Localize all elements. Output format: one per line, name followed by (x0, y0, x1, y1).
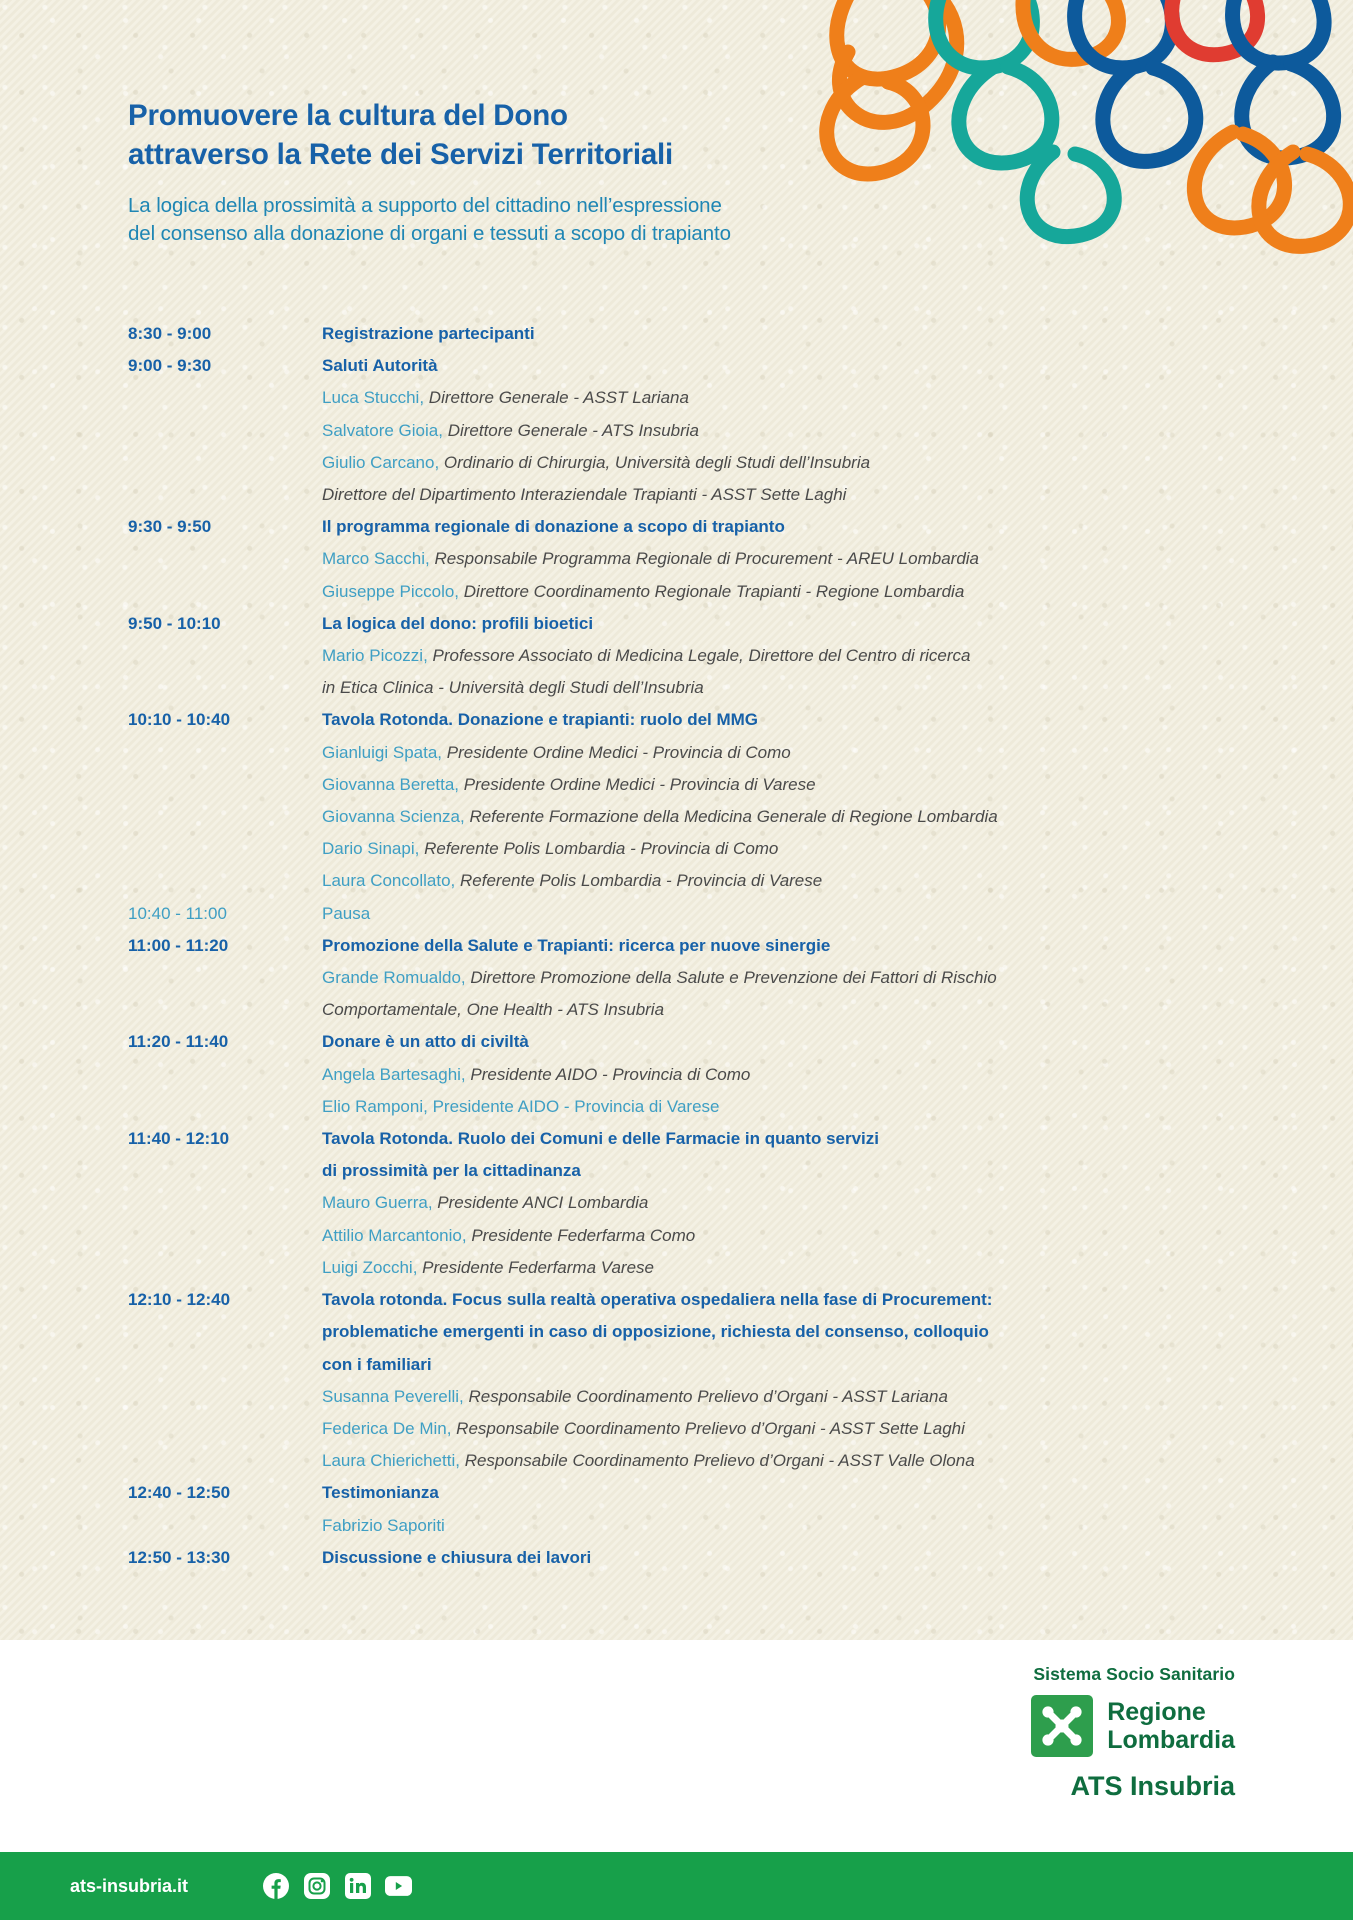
speaker-entry (322, 801, 1238, 833)
subtitle-line-1: La logica della prossimità a supporto del cittadino nell’espressione (128, 194, 722, 218)
agenda-heading-line-3: con i familiari (322, 1354, 432, 1374)
speaker-entry (322, 576, 1238, 608)
speaker-entry (322, 1091, 1238, 1123)
agenda-list (128, 318, 1238, 1574)
agenda-heading-line-2: problematiche emergenti in caso di opposizione, richiesta del consenso, colloquio (322, 1322, 989, 1342)
agenda-content (322, 898, 1238, 930)
agenda-heading: Registrazione partecipanti (322, 324, 535, 343)
agenda-heading: La logica del dono: profili bioetici (322, 613, 594, 633)
agenda-row (128, 1477, 1238, 1541)
speaker-role: Direttore Generale - ASST Lariana (428, 388, 689, 408)
speaker-name: Luca Stucchi, (322, 388, 425, 408)
speaker-role: Referente Polis Lombardia - Provincia di Como (424, 839, 779, 859)
youtube-icon[interactable] (385, 1873, 412, 1900)
speaker-role: Professore Associato di Medicina Legale, Direttore del Centro di ricerca (432, 646, 971, 666)
speaker-name: Marco Sacchi, (322, 549, 430, 569)
agenda-time: 12:10 - 12:40 (128, 1290, 231, 1310)
speaker-entry (322, 1510, 1238, 1542)
speaker-role: Referente Polis Lombardia - Provincia di Varese (460, 871, 823, 891)
agenda-heading: Tavola Rotonda. Donazione e trapianti: ruolo del MMG (322, 710, 759, 730)
title-line-2: attraverso la Rete dei Servizi Territoriali (128, 138, 674, 172)
agenda-heading: Donare è un atto di civiltà (322, 1032, 529, 1052)
speaker-name: Angela Bartesaghi, (322, 1064, 466, 1084)
speaker-name: Luigi Zocchi, (322, 1257, 418, 1277)
agenda-row (128, 898, 1238, 930)
agenda-time: 8:30 - 9:00 (128, 324, 212, 343)
speaker-role: Direttore Promozione della Salute e Prevenzione dei Fattori di Rischio (470, 968, 997, 988)
speaker-role: Responsabile Coordinamento Prelievo d’Organi - ASST Sette Laghi (456, 1418, 965, 1438)
speaker-entry (322, 1187, 1238, 1219)
region-line-1: Regione (1107, 1698, 1206, 1726)
speaker-entry (322, 1059, 1238, 1091)
speaker-entry (322, 415, 1238, 447)
agenda-content (322, 1123, 1238, 1284)
speaker-role-continuation: Direttore del Dipartimento Interaziendale Trapianti - ASST Sette Laghi (322, 485, 847, 505)
speaker-role: Direttore Coordinamento Regionale Trapianti - Regione Lombardia (463, 581, 965, 601)
speaker-role-continuation: in Etica Clinica - Università degli Studi dell’Insubria (322, 678, 704, 698)
speaker-name: Giovanna Beretta, (322, 774, 460, 794)
agenda-heading: Tavola rotonda. Focus sulla realtà operativa ospedaliera nella fase di Procurement: (322, 1290, 993, 1310)
speaker-entry (322, 1220, 1238, 1252)
speaker-role: Presidente ANCI Lombardia (437, 1193, 649, 1213)
agency-name: ATS Insubria (1070, 1771, 1235, 1801)
agenda-row (128, 1123, 1238, 1284)
speaker-entry (322, 1252, 1238, 1284)
agenda-time: 11:20 - 11:40 (128, 1032, 229, 1052)
agenda-row (128, 930, 1238, 1027)
speaker-entry (322, 640, 1238, 672)
speaker-name: Giulio Carcano, (322, 452, 440, 472)
agenda-content (322, 930, 1238, 1027)
title-line-1: Promuovere la cultura del Dono (128, 99, 568, 132)
agenda-time: 11:00 - 11:20 (128, 935, 229, 955)
speaker-role: Presidente AIDO - Provincia di Varese (432, 1096, 720, 1116)
speaker-name: Giovanna Scienza, (322, 807, 465, 827)
agenda-time: 9:30 - 9:50 (128, 517, 212, 537)
speaker-role: Responsabile Coordinamento Prelievo d’Organi - ASST Lariana (468, 1386, 948, 1406)
agenda-time: 11:40 - 12:10 (128, 1129, 230, 1149)
page-subtitle (128, 192, 968, 248)
speaker-name: Grande Romualdo, (322, 968, 466, 988)
agenda-content (322, 1026, 1238, 1123)
social-links (262, 1873, 412, 1900)
footer-logo-block (815, 1664, 1235, 1802)
speaker-entry (322, 382, 1238, 414)
speaker-name: Fabrizio Saporiti (322, 1515, 445, 1535)
speaker-entry (322, 447, 1238, 479)
agenda-time: 9:00 - 9:30 (128, 356, 212, 376)
speaker-name: Laura Concollato, (322, 871, 456, 891)
speaker-role: Presidente Federfarma Como (471, 1225, 696, 1245)
agenda-heading: Promozione della Salute e Trapianti: ricerca per nuove sinergie (322, 935, 831, 955)
speaker-entry (322, 962, 1238, 994)
agenda-content (322, 1477, 1238, 1541)
website-link[interactable]: ats-insubria.it (70, 1875, 189, 1896)
speaker-entry (322, 543, 1238, 575)
speaker-name: Attilio Marcantonio, (322, 1225, 467, 1245)
agenda-time: 12:40 - 12:50 (128, 1483, 231, 1503)
agenda-time: 10:10 - 10:40 (128, 710, 231, 730)
agenda-heading: Saluti Autorità (322, 356, 438, 376)
agenda-heading-line-2: di prossimità per la cittadinanza (322, 1161, 581, 1181)
poster-header (128, 96, 968, 248)
speaker-entry (322, 1445, 1238, 1477)
speaker-name: Mauro Guerra, (322, 1193, 433, 1213)
speaker-name: Laura Chierichetti, (322, 1451, 460, 1471)
speaker-name: Elio Ramponi, (322, 1096, 428, 1116)
agenda-content (322, 704, 1238, 897)
agenda-row (128, 350, 1238, 511)
speaker-role: Responsabile Coordinamento Prelievo d’Organi - ASST Valle Olona (464, 1451, 975, 1471)
regione-lombardia-logo (815, 1695, 1235, 1757)
speaker-entry (322, 833, 1238, 865)
system-label: Sistema Socio Sanitario (1033, 1664, 1235, 1684)
speaker-name: Mario Picozzi, (322, 646, 428, 666)
speaker-role: Responsabile Programma Regionale di Procurement - AREU Lombardia (434, 549, 980, 569)
agenda-row (128, 608, 1238, 705)
speaker-role: Direttore Generale - ATS Insubria (447, 420, 700, 440)
rose-camuna-icon (1031, 1695, 1093, 1757)
agenda-plain-text: Pausa (322, 903, 371, 923)
agenda-row (128, 1284, 1238, 1477)
agenda-content (322, 608, 1238, 705)
instagram-icon[interactable] (303, 1873, 330, 1900)
agenda-row (128, 1026, 1238, 1123)
agenda-row (128, 318, 1238, 350)
speaker-name: Gianluigi Spata, (322, 742, 443, 762)
linkedin-icon[interactable] (344, 1873, 371, 1900)
facebook-icon[interactable] (262, 1873, 289, 1900)
speaker-role: Referente Formazione della Medicina Generale di Regione Lombardia (469, 807, 998, 827)
speaker-name: Federica De Min, (322, 1418, 452, 1438)
agenda-content (322, 350, 1238, 511)
speaker-name: Susanna Peverelli, (322, 1386, 464, 1406)
agenda-time: 12:50 - 13:30 (128, 1547, 231, 1567)
subtitle-line-2: del consenso alla donazione di organi e tessuti a scopo di trapianto (128, 222, 731, 246)
agenda-content (322, 511, 1238, 608)
speaker-name: Giuseppe Piccolo, (322, 581, 460, 601)
agenda-heading: Il programma regionale di donazione a scopo di trapianto (322, 517, 785, 537)
speaker-entry (322, 1381, 1238, 1413)
agenda-row (128, 704, 1238, 897)
region-line-2: Lombardia (1107, 1726, 1235, 1754)
speaker-role: Presidente Federfarma Varese (422, 1257, 654, 1277)
agenda-time: 10:40 - 11:00 (128, 903, 227, 923)
speaker-role: Presidente AIDO - Provincia di Como (470, 1064, 751, 1084)
agenda-content (322, 318, 1238, 350)
agenda-heading: Discussione e chiusura dei lavori (322, 1547, 592, 1567)
agenda-content (322, 1284, 1238, 1477)
speaker-role: Presidente Ordine Medici - Provincia di Como (446, 742, 791, 762)
agenda-row (128, 1542, 1238, 1574)
regione-lombardia-name (1107, 1698, 1235, 1754)
speaker-role: Ordinario di Chirurgia, Università degli Studi dell’Insubria (443, 452, 871, 472)
speaker-entry (322, 737, 1238, 769)
page-title (128, 96, 968, 174)
speaker-name: Dario Sinapi, (322, 839, 420, 859)
speaker-entry (322, 769, 1238, 801)
agenda-heading: Testimonianza (322, 1483, 439, 1503)
regione-lombardia-rose-icon (1031, 1695, 1093, 1757)
footer-green-bar (0, 1852, 1353, 1920)
speaker-role: Presidente Ordine Medici - Provincia di Varese (463, 774, 816, 794)
agenda-time: 9:50 - 10:10 (128, 613, 221, 633)
speaker-name: Salvatore Gioia, (322, 420, 443, 440)
agenda-content (322, 1542, 1238, 1574)
speaker-entry (322, 1413, 1238, 1445)
agenda-heading: Tavola Rotonda. Ruolo dei Comuni e delle Farmacie in quanto servizi (322, 1129, 879, 1149)
speaker-entry (322, 865, 1238, 897)
agenda-row (128, 511, 1238, 608)
speaker-role-continuation: Comportamentale, One Health - ATS Insubria (322, 1000, 665, 1020)
